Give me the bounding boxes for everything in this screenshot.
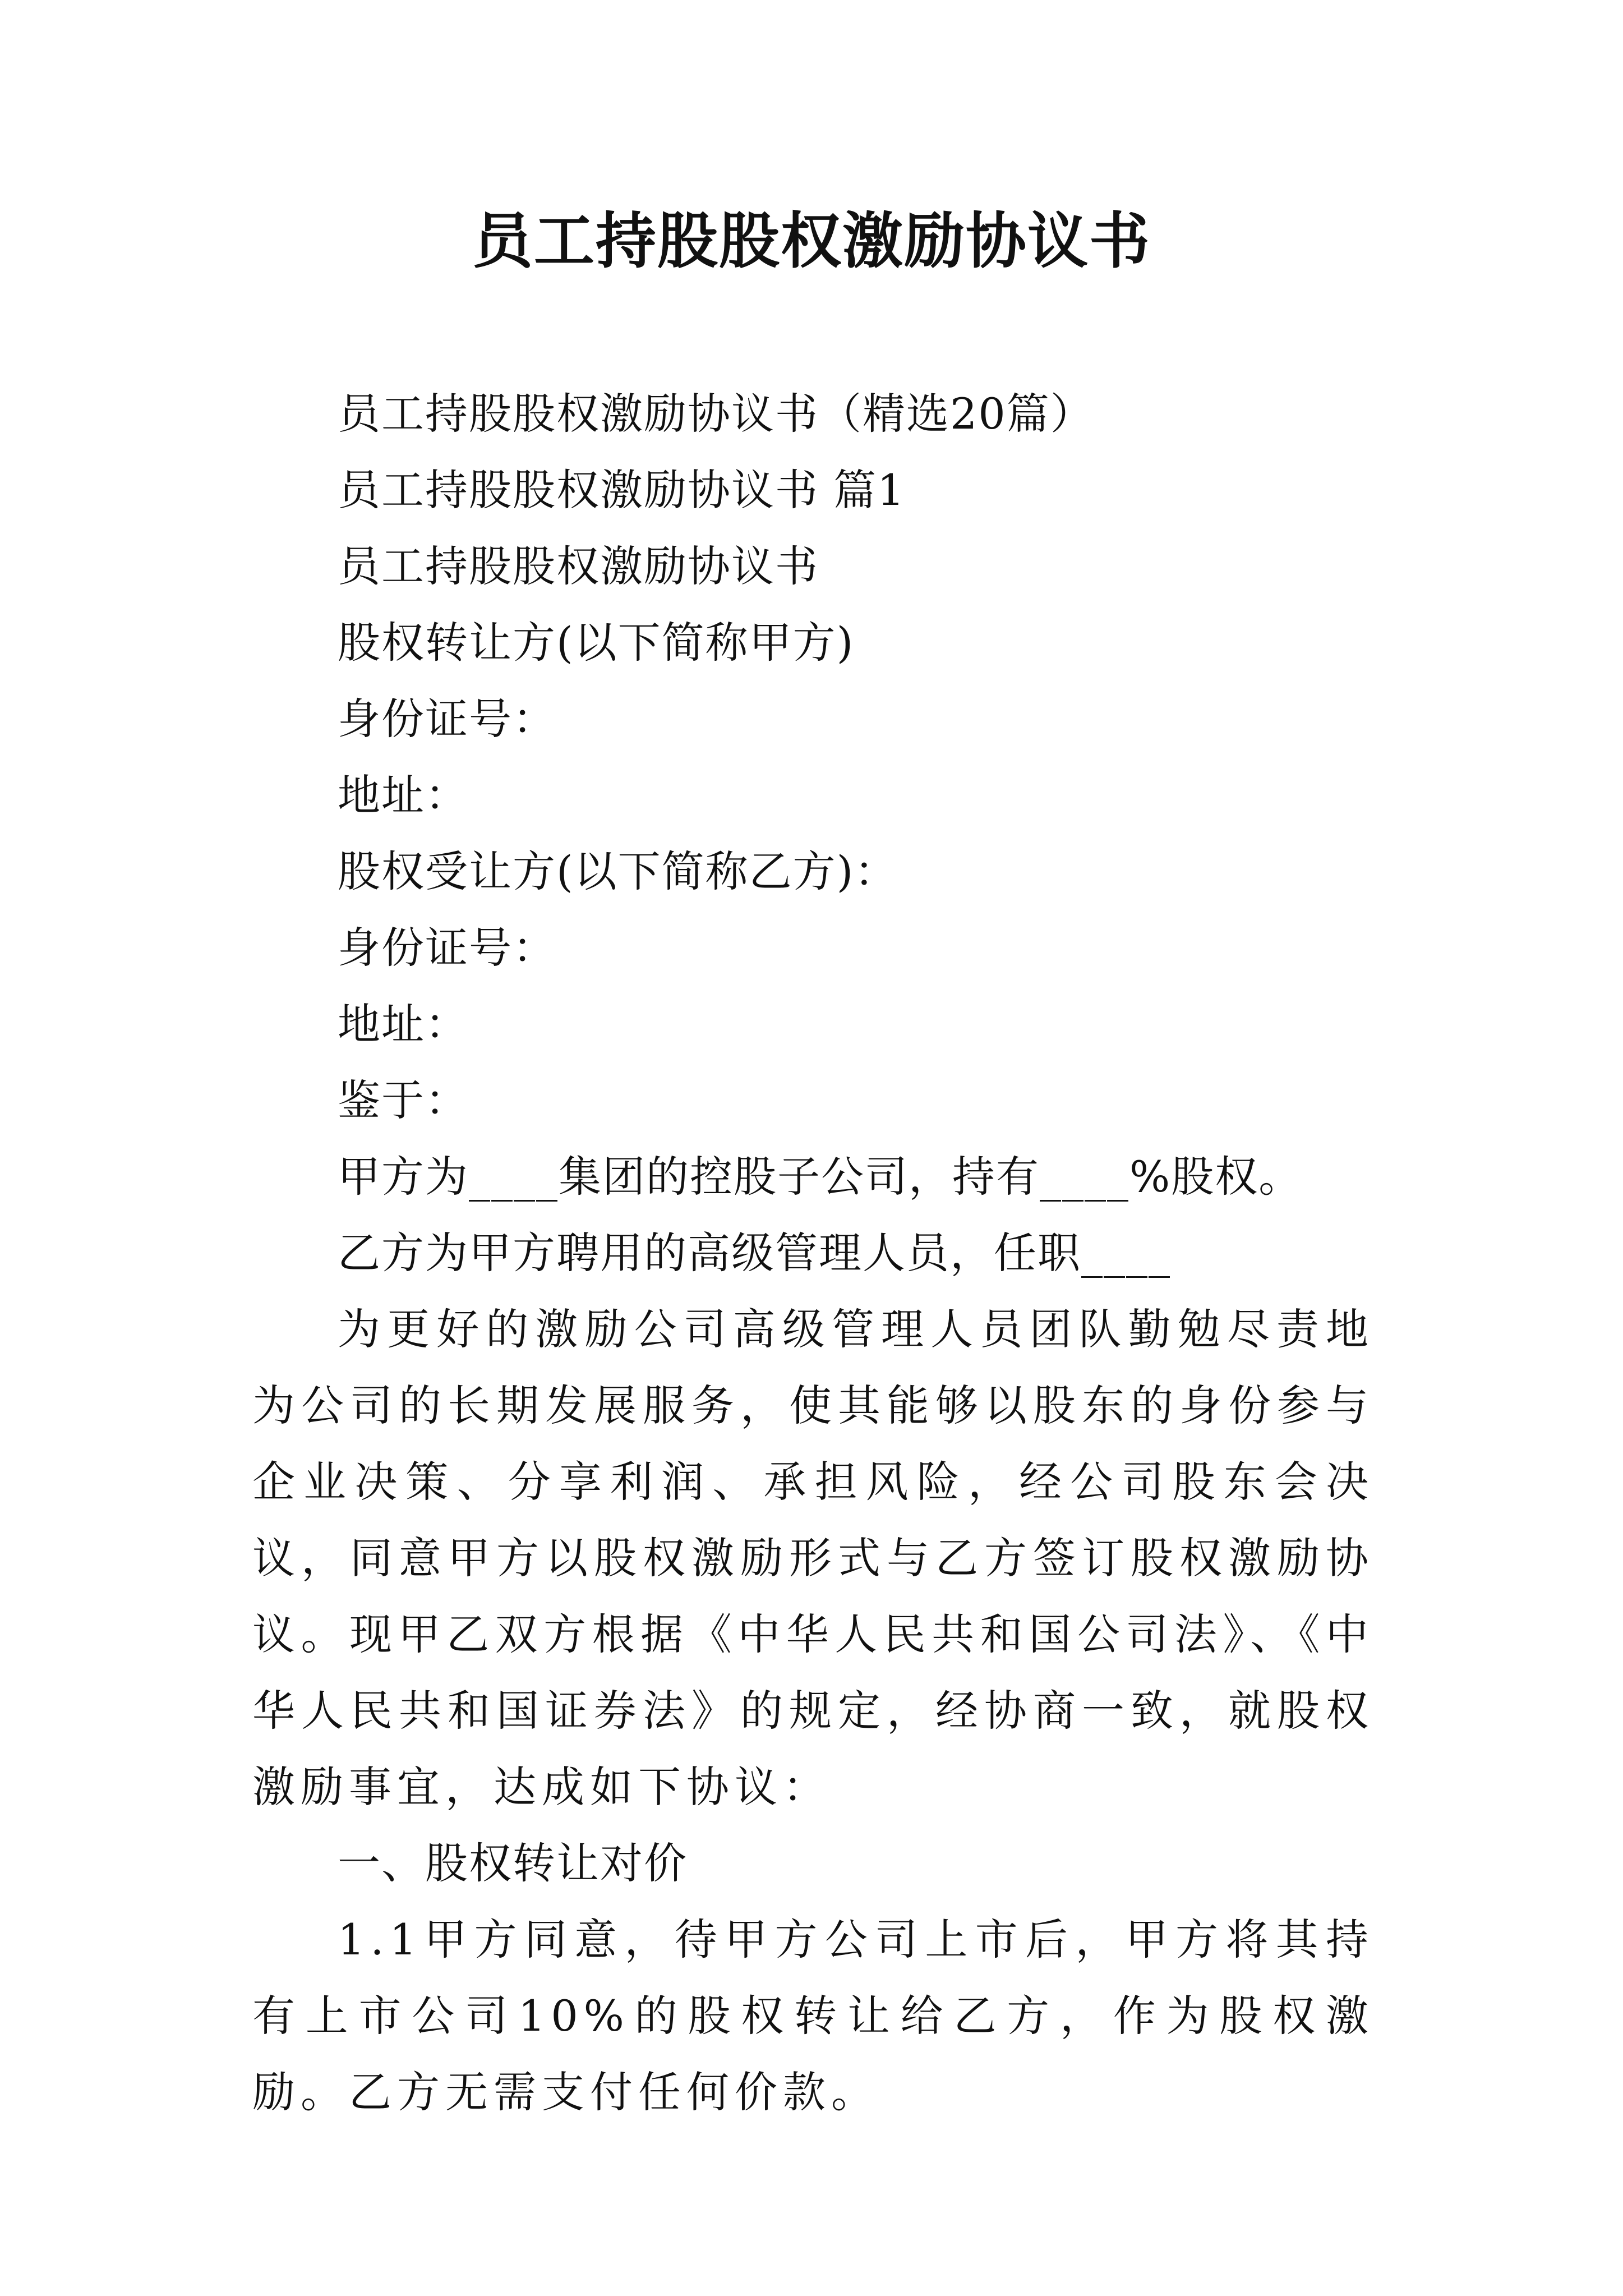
paragraph-purpose: 为更好的激励公司高级管理人员团队勤勉尽责地为公司的长期发展服务，使其能够以股东的身份参与企业决策、分享利润、承担风险，经公司股东会决议，同意甲方以股权激励形式与乙方签订股权激励协议。现甲乙双方根据《中华人民共和国公司法》、《中华人民共和国证券法》的规定，经协商一致，就股权激励事宜，达成如下协议： [252, 1304, 1374, 1812]
paragraph-party-b-address: 地址： [338, 999, 469, 1049]
paragraph-party-b: 股权受让方(以下简称乙方)： [338, 846, 898, 896]
paragraph-party-b-statement: 乙方为甲方聘用的高级管理人员，任职____ [338, 1228, 1171, 1278]
paragraph-section-one-heading: 一、股权转让对价 [338, 1838, 688, 1888]
paragraph-article-heading: 员工持股股权激励协议书 篇1 [338, 465, 906, 515]
paragraph-party-b-id: 身份证号： [338, 923, 556, 973]
paragraph-clause-1-1: 1.1甲方同意，待甲方公司上市后，甲方将其持有上市公司10%的股权转让给乙方，作为股权激励。乙方无需支付任何价款。 [252, 1915, 1374, 2117]
document-title: 员工持股股权激励协议书 [472, 206, 1151, 277]
paragraph-whereas: 鉴于： [338, 1075, 469, 1125]
paragraph-agreement-name: 员工持股股权激励协议书 [338, 541, 819, 591]
paragraph-subtitle: 员工持股股权激励协议书（精选20篇） [338, 389, 1094, 439]
paragraph-party-a: 股权转让方(以下简称甲方) [338, 618, 855, 668]
paragraph-party-a-address: 地址： [338, 770, 469, 820]
paragraph-party-a-statement: 甲方为____集团的控股子公司，持有____%股权。 [338, 1152, 1303, 1202]
document-body [252, 376, 1374, 2131]
paragraph-party-a-id: 身份证号： [338, 694, 556, 744]
